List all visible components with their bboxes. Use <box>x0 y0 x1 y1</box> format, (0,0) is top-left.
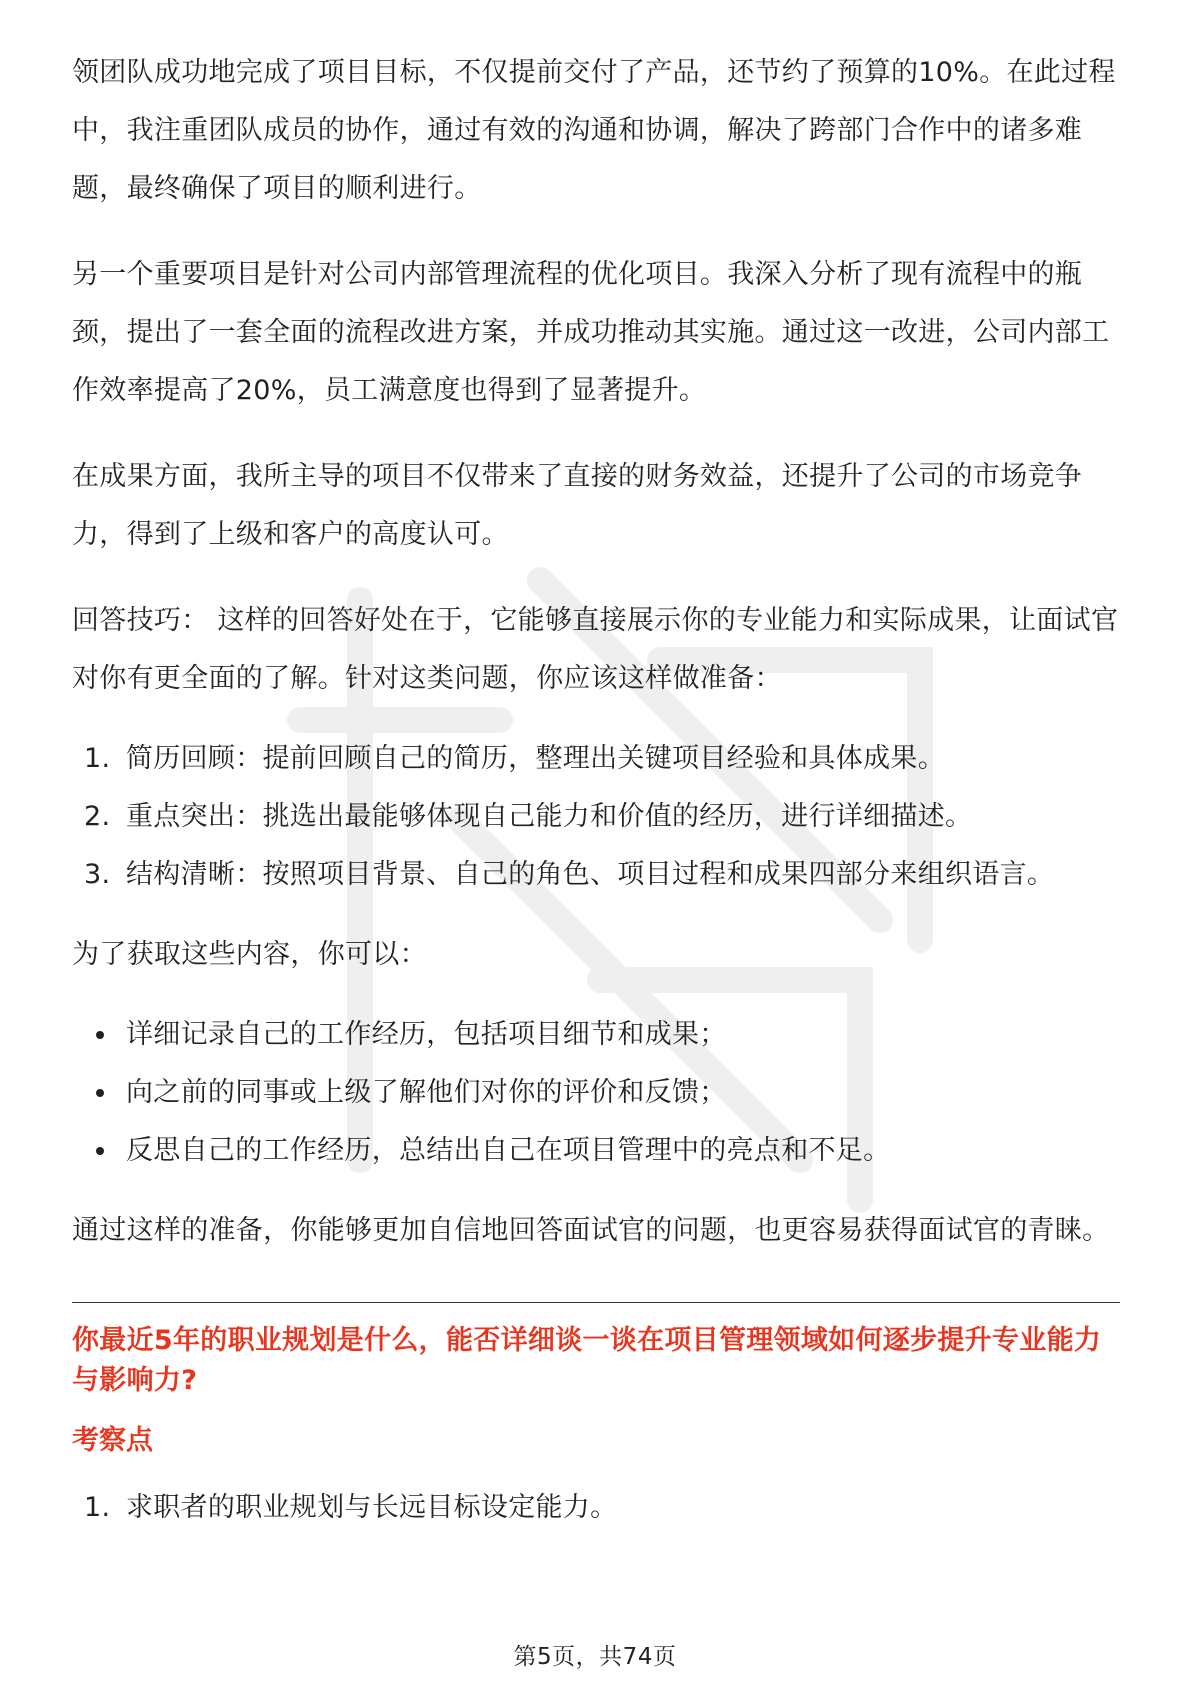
page-footer-number: 第5页，共74页 <box>513 1644 677 1670</box>
document-body <box>72 44 1120 1537</box>
list-number: 1. <box>84 743 111 774</box>
question-title: 你最近5年的职业规划是什么，能否详细谈一谈在项目管理领域如何逐步提升专业能力与影响力? <box>72 1325 1102 1396</box>
gather-bullets-list <box>72 1006 1120 1180</box>
paragraph-conclusion: 通过这样的准备，你能够更加自信地回答面试官的问题，也更容易获得面试官的青睐。 <box>72 1215 1110 1246</box>
list-item-text: 简历回顾：提前回顾自己的简历，整理出关键项目经验和具体成果。 <box>126 743 945 774</box>
section-label-evaluation-points: 考察点 <box>72 1425 153 1456</box>
bullet-dot-icon <box>96 1089 104 1097</box>
bullet-item <box>72 1064 1120 1122</box>
prep-steps-list <box>72 730 1120 904</box>
evaluation-points-list <box>72 1479 1120 1537</box>
list-item-text: 重点突出：挑选出最能够体现自己能力和价值的经历，进行详细描述。 <box>126 801 973 832</box>
bullet-dot-icon <box>96 1031 104 1039</box>
bullet-item <box>72 1006 1120 1064</box>
bullet-text: 向之前的同事或上级了解他们对你的评价和反馈； <box>126 1077 727 1108</box>
list-number: 1. <box>84 1492 111 1523</box>
list-number: 3. <box>84 859 111 890</box>
paragraph-project-success: 领团队成功地完成了项目目标，不仅提前交付了产品，还节约了预算的10%。在此过程中，我注重团队成员的协作，通过有效的沟通和协调，解决了跨部门合作中的诸多难题，最终确保了项目的顺利进行。 <box>72 57 1116 204</box>
list-item-text: 求职者的职业规划与长远目标设定能力。 <box>126 1492 618 1523</box>
bullet-item <box>72 1122 1120 1180</box>
list-item <box>72 788 1120 846</box>
bullet-text: 详细记录自己的工作经历，包括项目细节和成果； <box>126 1019 727 1050</box>
section-divider <box>72 1302 1120 1303</box>
paragraph-how-to-gather: 为了获取这些内容，你可以： <box>72 939 427 970</box>
paragraph-results: 在成果方面，我所主导的项目不仅带来了直接的财务效益，还提升了公司的市场竞争力，得到了上级和客户的高度认可。 <box>72 461 1083 550</box>
list-item <box>72 846 1120 904</box>
list-item <box>72 1479 1120 1537</box>
bullet-text: 反思自己的工作经历，总结出自己在项目管理中的亮点和不足。 <box>126 1135 891 1166</box>
paragraph-process-optimization: 另一个重要项目是针对公司内部管理流程的优化项目。我深入分析了现有流程中的瓶颈，提出了一套全面的流程改进方案，并成功推动其实施。通过这一改进，公司内部工作效率提高了20%，员工满意度也得到了显著提升。 <box>72 259 1110 406</box>
list-item-text: 结构清晰：按照项目背景、自己的角色、项目过程和成果四部分来组织语言。 <box>126 859 1055 890</box>
list-number: 2. <box>84 801 111 832</box>
list-item <box>72 730 1120 788</box>
paragraph-answer-tips: 回答技巧： 这样的回答好处在于，它能够直接展示你的专业能力和实际成果，让面试官对你有更全面的了解。针对这类问题，你应该这样做准备： <box>72 605 1119 694</box>
bullet-dot-icon <box>96 1147 104 1155</box>
